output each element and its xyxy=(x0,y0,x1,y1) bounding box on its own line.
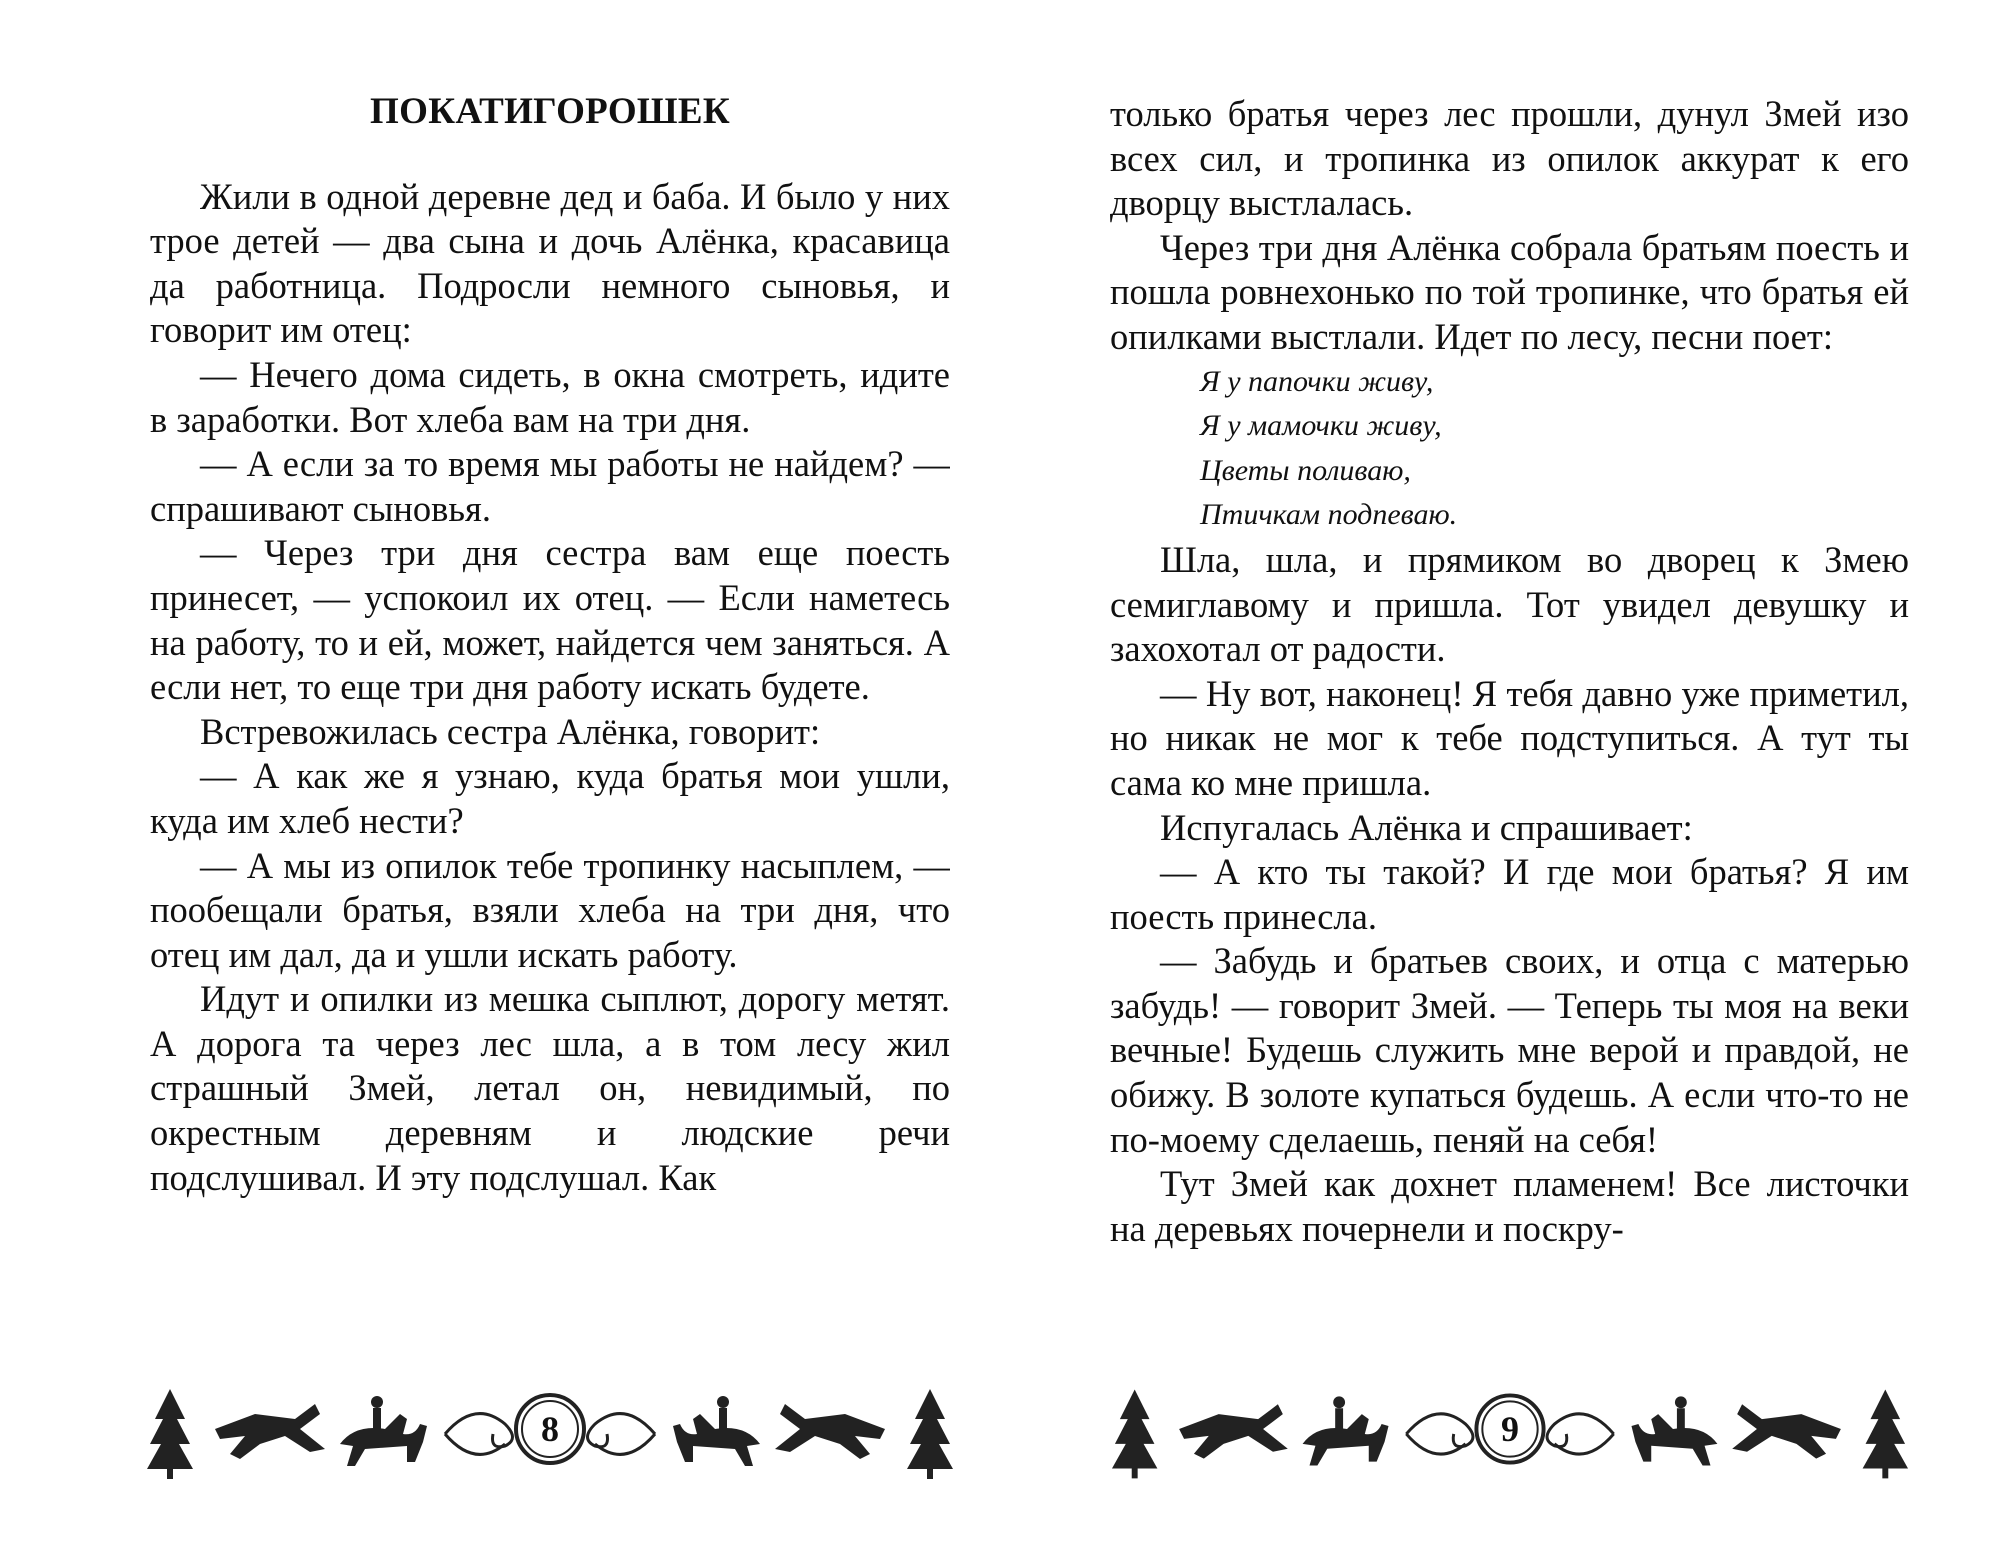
right-page-text xyxy=(1110,92,1909,1382)
page-number: 8 xyxy=(541,1409,559,1449)
poem-line: Я у папочки живу, xyxy=(1200,364,1434,398)
paragraph: Тут Змей как дохнет пламенем! Все листочки на деревьях почернели и поскру- xyxy=(1110,1163,1909,1249)
paragraph: — А если за то время мы работы не найдем? — спрашивают сыновья. xyxy=(150,443,950,529)
paragraph-continuation: только братья через лес прошли, дунул Змей изо всех сил, и тропинка из опилок аккурат к его дворцу выстлалась. xyxy=(1110,93,1909,224)
running-figure-icon xyxy=(1179,1404,1288,1458)
story-title: ПОКАТИГОРОШЕК xyxy=(370,91,730,132)
running-figure-icon xyxy=(215,1404,325,1459)
fir-tree-icon xyxy=(1863,1389,1908,1478)
running-figure-icon xyxy=(775,1404,885,1459)
paragraph: — Нечего дома сидеть, в окна смотреть, идите в заработки. Вот хлеба вам на три дня. xyxy=(150,353,950,440)
fir-tree-icon xyxy=(147,1389,193,1479)
poem-line: Птичкам подпеваю. xyxy=(1200,498,1458,532)
paragraph: Через три дня Алёнка собрала братьям поесть и пошла ровнехонько по той тропинке, что братья ей опилками выстлали. Идет по лесу, песни поет: xyxy=(1110,226,1909,357)
horse-rider-icon xyxy=(673,1396,760,1466)
paragraph: Встревожилась сестра Алёнка, говорит: xyxy=(200,710,821,752)
paragraph: — А мы из опилок тебе тропинку насыплем, — пообещали братья, взяли хлеба на три дня, что отец им дал, да и ушли искать работу. xyxy=(150,844,950,975)
fir-tree-icon xyxy=(907,1389,953,1479)
poem-line: Я у мамочки живу, xyxy=(1200,409,1442,443)
paragraph: — А как же я узнаю, куда братья мои ушли, куда им хлеб нести? xyxy=(150,755,950,841)
paragraph: Испугалась Алёнка и спрашивает: xyxy=(1160,806,1693,848)
fir-tree-icon xyxy=(1112,1389,1157,1478)
poem xyxy=(1200,360,1909,538)
paragraph: — Забудь и братьев своих, и отца с матерью забудь! — говорит Змей. — Теперь ты моя на веки вечные! Будешь служить мне верой и правдой, не обижу. В золоте купаться будешь. А если что-то не по-моему сделаешь, пеняй на себя! xyxy=(1110,940,1909,1160)
poem-line: Цветы поливаю, xyxy=(1200,453,1411,487)
running-figure-icon xyxy=(1732,1404,1841,1458)
right-page xyxy=(1000,0,1999,1543)
paragraph: Идут и опилки из мешка сыплют, дорогу метят. А дорога та через лес шла, а в том лесу жил страшный Змей, летал он, невидимый, по окрестным деревням и людские речи подслушивал. И эту подслушал. Как xyxy=(150,978,950,1198)
horse-rider-icon xyxy=(340,1396,427,1466)
left-page-text xyxy=(150,90,950,1380)
horse-rider-icon xyxy=(1303,1396,1389,1465)
paragraph: Шла, шла, и прямиком во дворец к Змею семиглавому и пришла. Тот увидел девушку и захохотал от радости. xyxy=(1110,538,1909,670)
paragraph: — А кто ты такой? И где мои братья? Я им поесть принесла. xyxy=(1110,851,1909,937)
paragraph: — Через три дня сестра вам еще поесть принесет, — успокоил их отец. — Если наметесь на работу, то и ей, может, найдется чем заняться. А если нет, то еще три дня работу искать будете. xyxy=(150,532,950,708)
paragraph: Жили в одной деревне дед и баба. И было у них трое детей — два сына и дочь Алёнка, красавица да работница. Подросли немного сыновья, и говорит им отец: xyxy=(150,175,950,351)
page-number: 9 xyxy=(1501,1409,1519,1449)
horse-rider-icon xyxy=(1631,1396,1717,1465)
paragraph: — Ну вот, наконец! Я тебя давно уже приметил, но никак не мог к тебе подступиться. А тут ты сама ко мне пришла. xyxy=(1110,672,1909,803)
